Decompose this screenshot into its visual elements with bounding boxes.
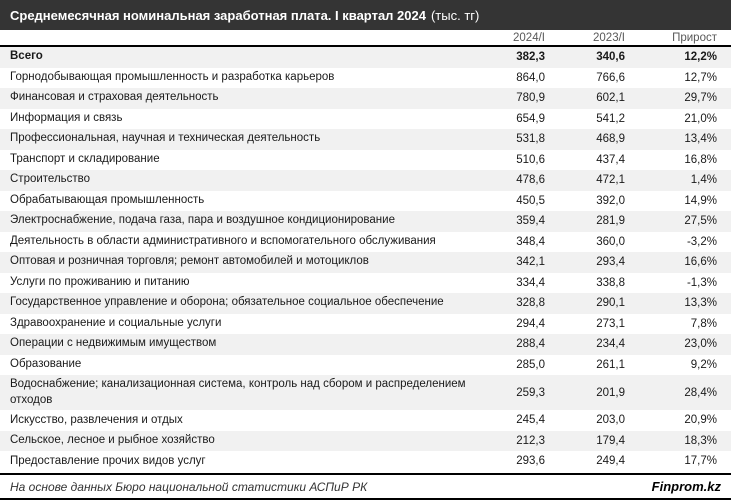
growth-value: 27,5% xyxy=(684,215,717,228)
table-row xyxy=(0,431,731,452)
table-row xyxy=(0,170,731,191)
growth-value: 16,8% xyxy=(684,153,717,166)
value-2023: 249,4 xyxy=(596,455,625,468)
value-2024: 293,6 xyxy=(516,455,545,468)
value-2023: 290,1 xyxy=(596,297,625,310)
growth-value: 18,3% xyxy=(684,434,717,447)
growth-value: 9,2% xyxy=(690,358,717,371)
industry-label: Искусство, развлечения и отдых xyxy=(10,413,183,426)
value-2023: 179,4 xyxy=(596,434,625,447)
growth-value: 29,7% xyxy=(684,92,717,105)
industry-label: Профессиональная, научная и техническая деятельность xyxy=(10,132,321,145)
value-2023: 203,0 xyxy=(596,414,625,427)
growth-value: 1,4% xyxy=(690,174,717,187)
table-row xyxy=(0,410,731,431)
value-2023: 261,1 xyxy=(596,358,625,371)
value-2023: 392,0 xyxy=(596,194,625,207)
table-row xyxy=(0,293,731,314)
value-2024: 531,8 xyxy=(516,133,545,146)
growth-value: 28,4% xyxy=(684,386,717,399)
page-title-unit: (тыс. тг) xyxy=(430,7,480,23)
growth-value: 12,7% xyxy=(684,71,717,84)
value-2023: 472,1 xyxy=(596,174,625,187)
table-row xyxy=(0,129,731,150)
value-2024: 478,6 xyxy=(516,174,545,187)
industry-label: Государственное управление и оборона; обязательное социальное обеспечение xyxy=(10,296,444,309)
value-2024: 510,6 xyxy=(516,153,545,166)
growth-value: 13,4% xyxy=(684,133,717,146)
column-header-2023: 2023/I xyxy=(593,32,625,44)
value-2024: 359,4 xyxy=(516,215,545,228)
growth-value: 23,0% xyxy=(684,338,717,351)
growth-value: 20,9% xyxy=(684,414,717,427)
table-row xyxy=(0,68,731,89)
growth-value: 16,6% xyxy=(684,256,717,269)
industry-label: Сельское, лесное и рыбное хозяйство xyxy=(10,434,215,447)
industry-label: Обрабатывающая промышленность xyxy=(10,193,205,206)
growth-value: 13,3% xyxy=(684,297,717,310)
industry-label: Информация и связь xyxy=(10,111,123,124)
industry-label: Операции с недвижимым имуществом xyxy=(10,337,217,350)
growth-value: 21,0% xyxy=(684,112,717,125)
industry-label: Всего xyxy=(10,50,43,63)
industry-label: Водоснабжение; канализационная система, контроль над сбором и распределением отходов xyxy=(10,378,466,406)
value-2023: 201,9 xyxy=(596,386,625,399)
value-2024: 285,0 xyxy=(516,358,545,371)
page-title: Среднемесячная номинальная заработная плата. I квартал 2024 xyxy=(10,7,426,23)
value-2024: 334,4 xyxy=(516,276,545,289)
growth-value: -1,3% xyxy=(686,276,717,289)
brand-logo: Finprom.kz xyxy=(651,479,721,494)
table-row xyxy=(0,375,731,410)
industry-label: Здравоохранение и социальные услуги xyxy=(10,316,222,329)
growth-value: -3,2% xyxy=(686,235,717,248)
column-header-2024: 2024/I xyxy=(513,32,545,44)
table-row xyxy=(0,314,731,335)
value-2023: 340,6 xyxy=(596,51,625,64)
value-2023: 273,1 xyxy=(596,317,625,330)
growth-value: 14,9% xyxy=(684,194,717,207)
value-2024: 245,4 xyxy=(516,414,545,427)
industry-label: Оптовая и розничная торговля; ремонт автомобилей и мотоциклов xyxy=(10,255,369,268)
value-2023: 602,1 xyxy=(596,92,625,105)
title-bar xyxy=(0,0,731,30)
value-2023: 281,9 xyxy=(596,215,625,228)
footer xyxy=(0,473,731,500)
industry-label: Финансовая и страховая деятельность xyxy=(10,91,219,104)
value-2024: 450,5 xyxy=(516,194,545,207)
growth-value: 7,8% xyxy=(690,317,717,330)
value-2024: 864,0 xyxy=(516,71,545,84)
industry-label: Горнодобывающая промышленность и разработка карьеров xyxy=(10,70,335,83)
table-row xyxy=(0,150,731,171)
value-2024: 294,4 xyxy=(516,317,545,330)
column-header-growth: Прирост xyxy=(672,32,717,44)
table-row xyxy=(0,334,731,355)
industry-label: Деятельность в области административного и вспомогательного обслуживания xyxy=(10,234,436,247)
value-2023: 541,2 xyxy=(596,112,625,125)
value-2024: 212,3 xyxy=(516,434,545,447)
table-row xyxy=(0,88,731,109)
industry-label: Транспорт и складирование xyxy=(10,152,160,165)
value-2023: 234,4 xyxy=(596,338,625,351)
value-2023: 360,0 xyxy=(596,235,625,248)
table-row xyxy=(0,211,731,232)
column-header-row xyxy=(0,30,731,47)
value-2024: 328,8 xyxy=(516,297,545,310)
data-source-note: На основе данных Бюро национальной статистики АСПиР РК xyxy=(10,479,368,494)
value-2023: 437,4 xyxy=(596,153,625,166)
value-2024: 348,4 xyxy=(516,235,545,248)
table-row xyxy=(0,273,731,294)
industry-label: Образование xyxy=(10,357,82,370)
growth-value: 17,7% xyxy=(684,455,717,468)
value-2023: 338,8 xyxy=(596,276,625,289)
table-row xyxy=(0,252,731,273)
value-2024: 342,1 xyxy=(516,256,545,269)
table-row xyxy=(0,109,731,130)
value-2024: 259,3 xyxy=(516,386,545,399)
table-row xyxy=(0,191,731,212)
value-2023: 293,4 xyxy=(596,256,625,269)
table-row xyxy=(0,47,731,68)
value-2023: 468,9 xyxy=(596,133,625,146)
value-2024: 382,3 xyxy=(516,51,545,64)
table-body xyxy=(0,47,731,473)
value-2023: 766,6 xyxy=(596,71,625,84)
growth-value: 12,2% xyxy=(684,51,717,64)
industry-label: Строительство xyxy=(10,173,91,186)
table-row xyxy=(0,355,731,376)
value-2024: 780,9 xyxy=(516,92,545,105)
industry-label: Предоставление прочих видов услуг xyxy=(10,454,206,467)
table-row xyxy=(0,232,731,253)
industry-label: Услуги по проживанию и питанию xyxy=(10,275,190,288)
industry-label: Электроснабжение, подача газа, пара и воздушное кондиционирование xyxy=(10,214,395,227)
table-row xyxy=(0,451,731,472)
value-2024: 288,4 xyxy=(516,338,545,351)
value-2024: 654,9 xyxy=(516,112,545,125)
